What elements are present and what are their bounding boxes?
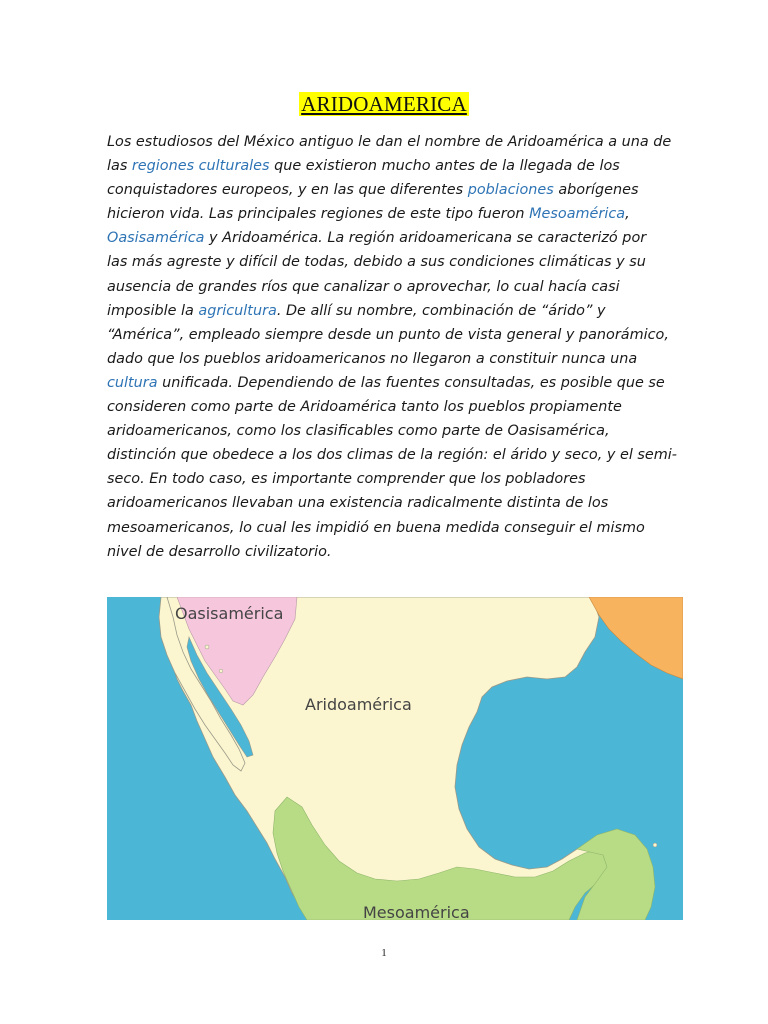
label-mesoamerica: Mesoamérica xyxy=(363,903,470,920)
text-span: y Aridoamérica. La región aridoamericana se caracterizó por xyxy=(204,230,647,247)
document-title: ARIDOAMERICA xyxy=(301,92,467,116)
paragraph-line xyxy=(107,226,679,250)
text-span: imposible la xyxy=(107,302,199,319)
text-span: “América”, empleado siempre desde un punto de vista general y panorámico, xyxy=(107,326,669,343)
paragraph-line xyxy=(107,299,679,323)
paragraph-line xyxy=(107,275,679,299)
paragraph-line xyxy=(107,178,679,202)
hyperlink[interactable]: Mesoamérica xyxy=(529,206,626,223)
hyperlink[interactable]: Oasisamérica xyxy=(107,230,205,247)
paragraph-line xyxy=(107,250,679,274)
text-span: unificada. Dependiendo de las fuentes consultadas, es posible que se xyxy=(157,374,665,391)
text-span: conquistadores europeos, y en las que diferentes xyxy=(107,182,468,199)
text-span: ausencia de grandes ríos que canalizar o aprovechar, lo cual hacía casi xyxy=(107,278,620,295)
text-span: las xyxy=(107,158,132,175)
title-container xyxy=(0,92,768,116)
paragraph-line xyxy=(107,491,679,515)
island xyxy=(219,669,223,673)
text-span: consideren como parte de Aridoamérica tanto los pueblos propiamente xyxy=(107,399,622,416)
text-span: nivel de desarrollo civilizatorio. xyxy=(107,543,332,560)
text-span: mesoamericanos, lo cual les impidió en buena medida conseguir el mismo xyxy=(107,519,645,536)
paragraph-line xyxy=(107,395,679,419)
paragraph-line xyxy=(107,516,679,540)
text-span: aborígenes xyxy=(553,182,639,199)
text-span: hicieron vida. Las principales regiones de este tipo fueron xyxy=(107,206,530,223)
island xyxy=(653,843,657,847)
map-svg xyxy=(107,597,683,920)
text-span: , xyxy=(625,206,630,223)
page-number: 1 xyxy=(381,947,387,959)
paragraph-line xyxy=(107,443,679,467)
map-figure xyxy=(107,597,683,920)
text-span: seco. En todo caso, es importante comprender que los pobladores xyxy=(107,471,586,488)
paragraph-line xyxy=(107,323,679,347)
text-span: que existieron mucho antes de la llegada de los xyxy=(269,158,620,175)
text-span: las más agreste y difícil de todas, debido a sus condiciones climáticas y su xyxy=(107,254,646,271)
hyperlink[interactable]: poblaciones xyxy=(467,182,554,199)
hyperlink[interactable]: regiones culturales xyxy=(131,158,270,175)
paragraph-line xyxy=(107,130,679,154)
paragraph-line xyxy=(107,202,679,226)
paragraph-line xyxy=(107,371,679,395)
paragraph-line xyxy=(107,467,679,491)
text-span: aridoamericanos llevaban una existencia radicalmente distinta de los xyxy=(107,495,609,512)
paragraph-line xyxy=(107,154,679,178)
label-aridoamerica: Aridoamérica xyxy=(305,695,412,714)
paragraph-line xyxy=(107,419,679,443)
island xyxy=(205,645,209,649)
text-span: . De allí su nombre, combinación de “árido” y xyxy=(276,302,606,319)
text-span: Los estudiosos del México antiguo le dan el nombre de Aridoamérica a una de xyxy=(107,134,672,150)
text-span: distinción que obedece a los dos climas de la región: el árido y seco, y el semi- xyxy=(107,447,677,464)
paragraph-line xyxy=(107,347,679,371)
label-oasisamerica: Oasisamérica xyxy=(175,604,284,623)
hyperlink[interactable]: agricultura xyxy=(198,302,277,319)
text-span: dado que los pueblos aridoamericanos no llegaron a constituir nunca una xyxy=(107,350,638,367)
body-paragraph xyxy=(107,130,679,564)
hyperlink[interactable]: cultura xyxy=(107,374,158,391)
paragraph-line xyxy=(107,540,679,564)
text-span: aridoamericanos, como los clasificables como parte de Oasisamérica, xyxy=(107,423,610,440)
